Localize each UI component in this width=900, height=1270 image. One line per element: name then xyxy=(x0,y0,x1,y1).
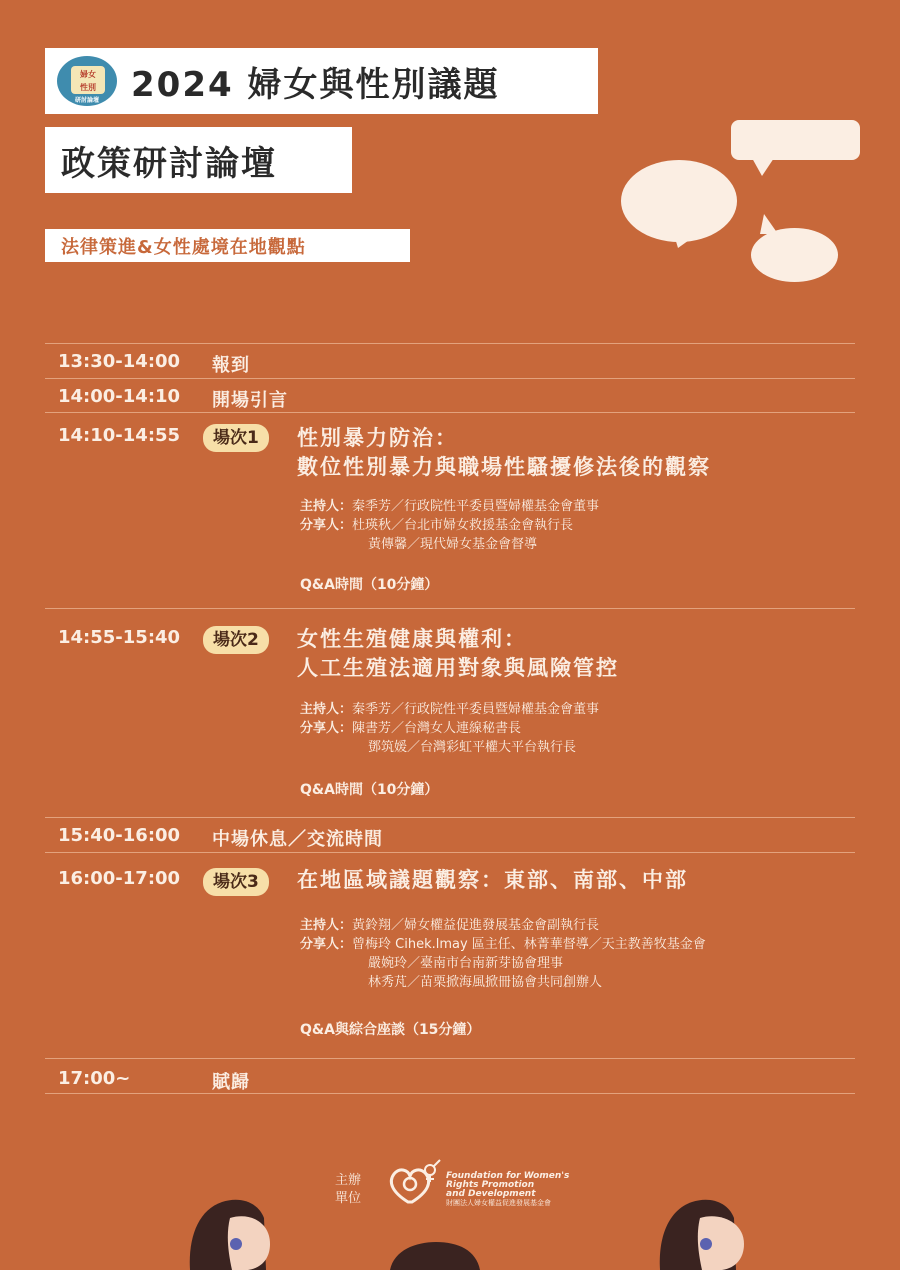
session-people xyxy=(300,700,599,757)
speech-bubble-tail xyxy=(752,158,774,176)
session-title-line: 人工生殖法適用對象與風險管控 xyxy=(297,656,619,680)
speaker-name: 陳書芳／台灣女人連線秘書長 xyxy=(352,721,522,736)
logo-caption: 研討論壇 xyxy=(74,97,99,104)
host-name: 黃鈴翔／婦女權益促進發展基金會副執行長 xyxy=(352,918,600,933)
agenda-item: 中場休息／交流時間 xyxy=(212,829,383,850)
agenda-item: 開場引言 xyxy=(212,390,288,411)
agenda-item: 報到 xyxy=(212,355,250,376)
divider xyxy=(45,608,855,609)
woman-illustration-icon xyxy=(380,1242,490,1270)
divider xyxy=(45,1058,855,1059)
session-title xyxy=(297,625,619,683)
agenda-time: 14:10-14:55 xyxy=(58,425,181,446)
agenda-item: 賦歸 xyxy=(212,1072,250,1093)
title-box-line1 xyxy=(45,48,598,114)
divider xyxy=(45,852,855,853)
subtitle-box xyxy=(45,229,410,262)
host-name: 秦季芳／行政院性平委員暨婦權基金會董事 xyxy=(352,499,600,514)
speaker-name: 嚴婉玲／臺南市台南新芽協會理事 xyxy=(368,956,564,971)
session-badge: 場次1 xyxy=(203,424,269,452)
host-role: 主持人： xyxy=(300,702,353,717)
qa-time: Q&A時間（10分鐘） xyxy=(300,577,439,593)
speaker-name: 林秀芃／苗栗掀海風掀冊協會共同創辦人 xyxy=(368,975,603,990)
divider xyxy=(45,817,855,818)
woman-illustration-icon xyxy=(640,1188,770,1270)
woman-illustration-icon xyxy=(170,1188,300,1270)
session-people xyxy=(300,497,599,554)
foundation-name-zh: 財團法人婦女權益促進發展基金會 xyxy=(446,1199,551,1207)
agenda-time: 14:55-15:40 xyxy=(58,627,181,648)
session-title-line: 數位性別暴力與職場性騷擾修法後的觀察 xyxy=(297,455,711,479)
page-subtitle: 法律策進&女性處境在地觀點 xyxy=(61,236,306,258)
speech-bubble-tail xyxy=(672,228,706,248)
speaker-name: 鄧筑媛／台灣彩虹平權大平台執行長 xyxy=(368,740,577,755)
divider xyxy=(45,343,855,344)
host-role: 主持人： xyxy=(300,499,353,514)
divider xyxy=(45,412,855,413)
logo-text-top: 婦女 xyxy=(80,70,96,79)
speech-bubble-icon xyxy=(751,228,838,282)
speaker-role: 分享人： xyxy=(300,721,353,736)
session-title-line: 在地區域議題觀察：東部、南部、中部 xyxy=(297,868,688,892)
session-title xyxy=(297,866,688,895)
foundation-logo-icon xyxy=(386,1158,444,1208)
speaker-name: 杜瑛秋／台北市婦女救援基金會執行長 xyxy=(352,518,574,533)
organizer-label: 主辦 單位 xyxy=(335,1173,362,1206)
page-title-line2: 政策研討論壇 xyxy=(61,143,277,184)
speaker-name: 黃傳馨／現代婦女基金會督導 xyxy=(368,537,538,552)
agenda-time: 17:00~ xyxy=(58,1068,131,1089)
divider xyxy=(45,378,855,379)
session-people xyxy=(300,916,706,992)
host-role: 主持人： xyxy=(300,918,353,933)
speaker-role: 分享人： xyxy=(300,937,353,952)
speech-bubble-icon xyxy=(731,120,860,160)
agenda-time: 13:30-14:00 xyxy=(58,351,181,372)
agenda-time: 15:40-16:00 xyxy=(58,825,181,846)
qa-time: Q&A與綜合座談（15分鐘） xyxy=(300,1022,481,1038)
speech-bubble-tail xyxy=(760,214,778,234)
divider xyxy=(45,1093,855,1094)
agenda-time: 16:00-17:00 xyxy=(58,868,181,889)
page-title-line1: 2024 婦女與性別議題 xyxy=(131,64,500,105)
forum-logo xyxy=(57,56,117,106)
qa-time: Q&A時間（10分鐘） xyxy=(300,782,439,798)
session-title-line: 女性生殖健康與權利： xyxy=(297,627,527,651)
speaker-role: 分享人： xyxy=(300,518,353,533)
session-title-line: 性別暴力防治： xyxy=(297,426,458,450)
host-name: 秦季芳／行政院性平委員暨婦權基金會董事 xyxy=(352,702,600,717)
speaker-name: 曾梅玲 Cihek.lmay 區主任、林菁華督導／天主教善牧基金會 xyxy=(352,937,706,952)
session-title xyxy=(297,424,711,482)
agenda-time: 14:00-14:10 xyxy=(58,386,181,407)
session-badge: 場次2 xyxy=(203,626,269,654)
title-box-line2 xyxy=(45,127,352,193)
logo-text-mid: 性別 xyxy=(80,83,96,92)
foundation-name-en: Foundation for Women's Rights Promotion and Development xyxy=(446,1171,570,1199)
session-badge: 場次3 xyxy=(203,868,269,896)
